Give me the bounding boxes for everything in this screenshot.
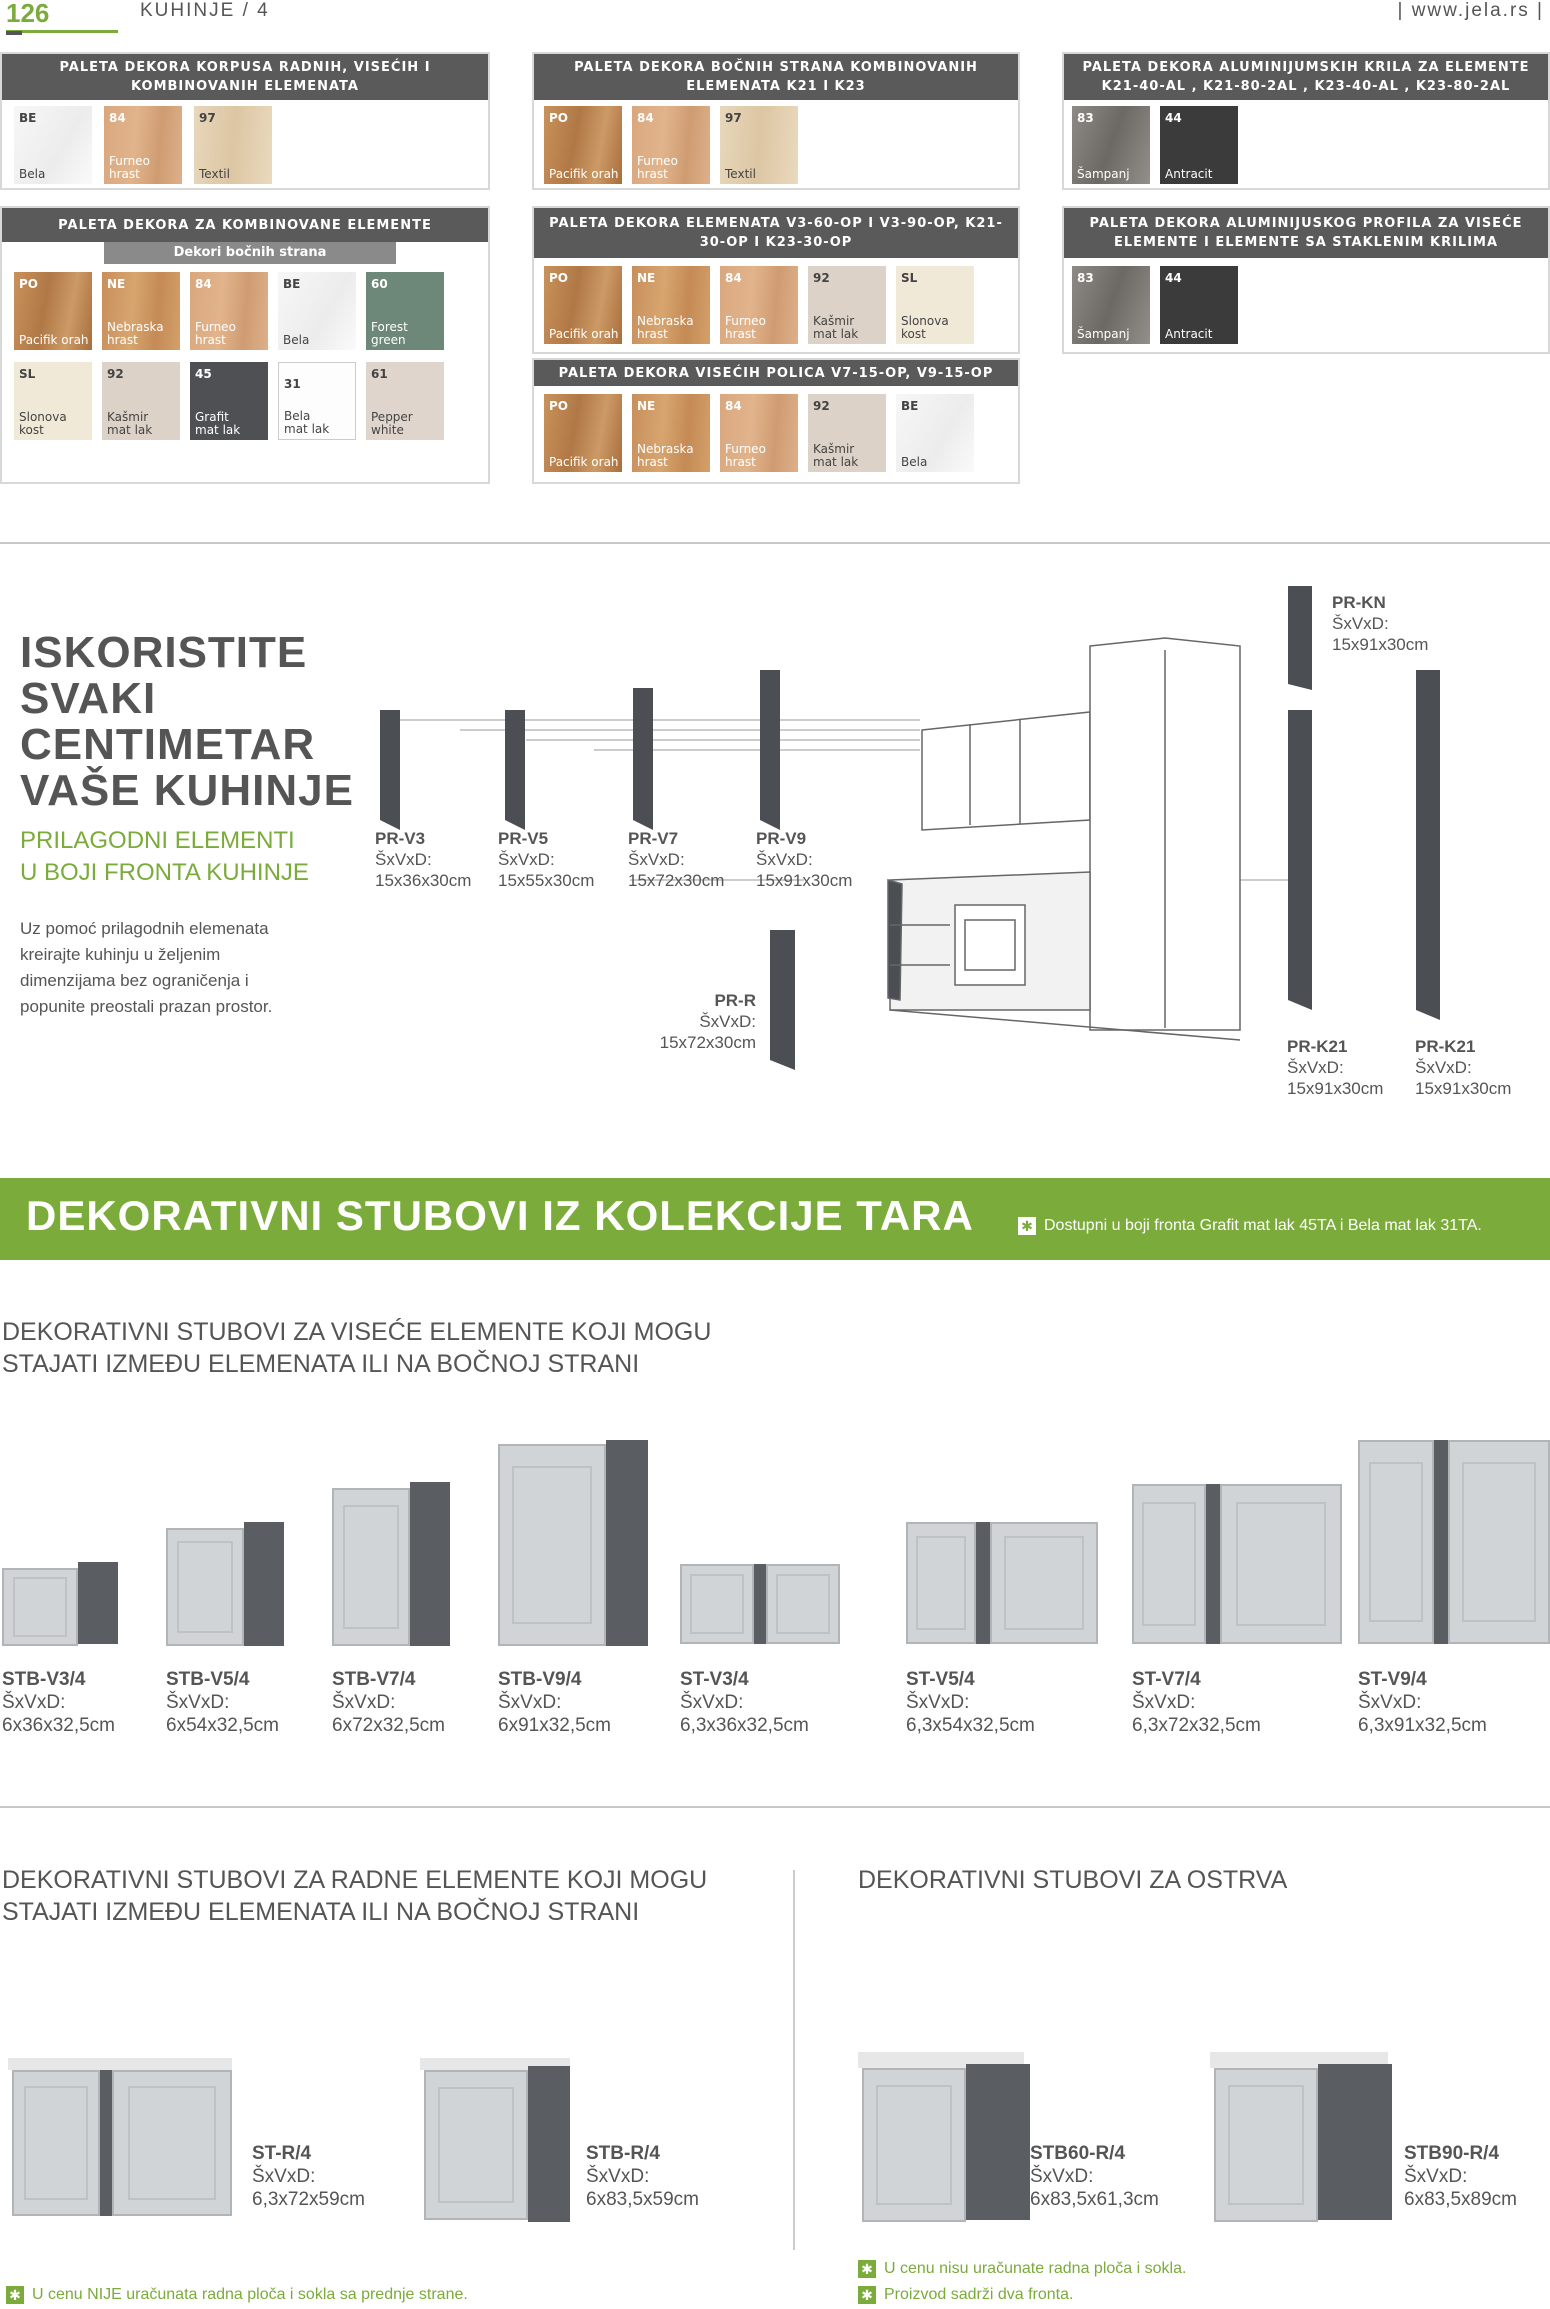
swatch[interactable]: 44 Antracit	[1160, 266, 1238, 344]
stub-image	[1434, 1440, 1448, 1644]
swatch[interactable]: NE Nebraska hrast	[632, 266, 710, 344]
header-accent-line	[6, 30, 118, 33]
section-title: ISKORISTITE SVAKI CENTIMETAR VAŠE KUHINJE	[20, 628, 354, 815]
swatch[interactable]: 92 Kašmir mat lak	[808, 394, 886, 472]
palette-subtitle: Dekori bočnih strana	[104, 242, 396, 264]
palette-title: PALETA DEKORA ALUMINIJUSKOG PROFILA ZA VISEĆE ELEMENTE I ELEMENTE SA STAKLENIM KRILIMA	[1064, 208, 1548, 258]
product-label: ST-R/4 ŠxVxD: 6,3x72x59cm	[252, 2143, 366, 2210]
stub-image	[754, 1564, 766, 1644]
header-title: KUHINJE / 4	[140, 0, 270, 21]
column-divider	[793, 1870, 795, 2250]
product-label: STB-V7/4 ŠxVxD: 6x72x32,5cm	[332, 1669, 446, 1736]
swatch[interactable]: BE Bela	[896, 394, 974, 472]
stub-image	[244, 1522, 284, 1646]
palette-title: PALETA DEKORA ZA KOMBINOVANE ELEMENTE	[2, 208, 488, 242]
product-label: STB-V3/4 ŠxVxD: 6x36x32,5cm	[2, 1669, 116, 1736]
palette-title: PALETA DEKORA VISEĆIH POLICA V7-15-OP, V9-15-OP	[534, 360, 1018, 386]
product-label: ST-V3/4 ŠxVxD: 6,3x36x32,5cm	[680, 1669, 809, 1736]
swatch[interactable]: 97 Textil	[720, 106, 798, 184]
product-label: STB-V5/4 ŠxVxD: 6x54x32,5cm	[166, 1669, 280, 1736]
palette-panel-kombinovani	[0, 206, 490, 484]
stub-image	[966, 2064, 1030, 2220]
swatch[interactable]: 84 Furneo hrast	[190, 272, 268, 350]
swatch[interactable]: 92 Kašmir mat lak	[102, 362, 180, 440]
swatch[interactable]: PO Pacifik orah	[544, 394, 622, 472]
label-pr-r: PR-R ŠxVxD: 15x72x30cm	[659, 991, 756, 1052]
palette-title: PALETA DEKORA KORPUSA RADNIH, VISEĆIH I KOMBINOVANIH ELEMENATA	[2, 54, 488, 100]
cabinet-image	[12, 2070, 232, 2216]
product-label: ST-V5/4 ŠxVxD: 6,3x54x32,5cm	[906, 1669, 1035, 1736]
swatch[interactable]: 92 Kašmir mat lak	[808, 266, 886, 344]
product-label: STB90-R/4 ŠxVxD: 6x83,5x89cm	[1404, 2143, 1518, 2210]
swatch[interactable]: 83 Šampanj	[1072, 106, 1150, 184]
label-pr-v5: PR-V5 ŠxVxD: 15x55x30cm	[498, 829, 595, 890]
swatch[interactable]: 61 Pepper white	[366, 362, 444, 440]
cabinet-image	[332, 1488, 410, 1646]
star-icon: ✱	[858, 2260, 876, 2278]
label-pr-k21: PR-K21 ŠxVxD: 15x91x30cm	[1287, 1037, 1384, 1098]
stub-image	[528, 2066, 570, 2222]
banner-note: ✱ Dostupni u boji fronta Grafit mat lak 45TA i Bela mat lak 31TA.	[1018, 1217, 1482, 1235]
swatch[interactable]: 31 Bela mat lak	[278, 362, 356, 440]
section-description: Uz pomoć prilagodnih elemenata kreirajte kuhinju u željenim dimenzijama bez ograničenja i popunite preostali prazan prostor.	[20, 919, 273, 1016]
swatch[interactable]: BE Bela	[278, 272, 356, 350]
palette-title: PALETA DEKORA ELEMENATA V3-60-OP I V3-90-OP, K21-30-OP I K23-30-OP	[534, 208, 1018, 258]
label-pr-v7: PR-V7 ŠxVxD: 15x72x30cm	[628, 829, 725, 890]
label-pr-v3: PR-V3 ŠxVxD: 15x36x30cm	[375, 829, 472, 890]
swatch[interactable]: 44 Antracit	[1160, 106, 1238, 184]
swatch[interactable]: NE Nebraska hrast	[102, 272, 180, 350]
star-icon: ✱	[6, 2286, 24, 2304]
page-number: 126	[6, 0, 50, 28]
swatch[interactable]: 83 Šampanj	[1072, 266, 1150, 344]
cabinet-image	[1358, 1440, 1550, 1644]
stub-image	[976, 1522, 990, 1644]
star-icon: ✱	[1018, 1217, 1036, 1235]
menu-icon	[6, 31, 22, 35]
product-label: STB60-R/4 ŠxVxD: 6x83,5x61,3cm	[1030, 2143, 1159, 2210]
cabinet-image	[862, 2068, 966, 2222]
stub-image	[606, 1440, 648, 1646]
section-divider	[0, 1806, 1550, 1808]
product-label: STB-R/4 ŠxVxD: 6x83,5x59cm	[586, 2143, 700, 2210]
section-heading: DEKORATIVNI STUBOVI ZA OSTRVA	[858, 1866, 1288, 1894]
section-divider	[0, 542, 1550, 544]
stub-image	[410, 1482, 450, 1646]
swatch[interactable]: 84 Furneo hrast	[632, 106, 710, 184]
footnote: ✱ U cenu nisu uračunate radna ploča i sokla.	[858, 2260, 1186, 2278]
stub-image	[1206, 1484, 1220, 1644]
countertop-image	[8, 2058, 232, 2070]
swatch[interactable]: PO Pacifik orah	[544, 106, 622, 184]
swatch[interactable]: 84 Furneo hrast	[720, 266, 798, 344]
cabinet-image	[2, 1568, 78, 1646]
swatch[interactable]: SL Slonova kost	[14, 362, 92, 440]
product-label: ST-V7/4 ŠxVxD: 6,3x72x32,5cm	[1132, 1669, 1261, 1736]
swatch[interactable]: PO Pacifik orah	[14, 272, 92, 350]
section-subtitle: PRILAGODNI ELEMENTI U BOJI FRONTA KUHINJE	[20, 827, 309, 886]
palette-title: PALETA DEKORA BOČNIH STRANA KOMBINOVANIH ELEMENATA K21 I K23	[534, 54, 1018, 100]
swatch[interactable]: 84 Furneo hrast	[104, 106, 182, 184]
palette-panel-alu-profil	[1062, 206, 1550, 354]
footnote: ✱ Proizvod sadrži dva fronta.	[858, 2286, 1073, 2304]
cabinet-image	[424, 2070, 528, 2220]
label-pr-kn: PR-KN ŠxVxD: 15x91x30cm	[1332, 593, 1429, 654]
swatch[interactable]: PO Pacifik orah	[544, 266, 622, 344]
palette-panel-bocne-strane	[532, 52, 1020, 190]
product-label: ST-V9/4 ŠxVxD: 6,3x91x32,5cm	[1358, 1669, 1487, 1736]
product-label: STB-V9/4 ŠxVxD: 6x91x32,5cm	[498, 1669, 612, 1736]
swatch[interactable]: SL Slonova kost	[896, 266, 974, 344]
label-pr-k21: PR-K21 ŠxVxD: 15x91x30cm	[1415, 1037, 1512, 1098]
cabinet-image	[498, 1444, 606, 1646]
section-heading: DEKORATIVNI STUBOVI ZA RADNE ELEMENTE KOJI MOGU STAJATI IZMEĐU ELEMENATA ILI NA BOČNOJ STRANI	[2, 1866, 708, 1926]
footnote: ✱ U cenu NIJE uračunata radna ploča i sokla sa prednje strane.	[6, 2286, 468, 2304]
cabinet-image	[906, 1522, 1098, 1644]
stub-image	[78, 1562, 118, 1644]
swatch[interactable]: 60 Forest green	[366, 272, 444, 350]
label-pr-v9: PR-V9 ŠxVxD: 15x91x30cm	[756, 829, 853, 890]
stub-image	[1318, 2064, 1392, 2220]
palette-panel-police	[532, 358, 1020, 484]
star-icon: ✱	[858, 2286, 876, 2304]
stub-image	[100, 2070, 112, 2216]
header-url[interactable]: | www.jela.rs |	[1397, 0, 1544, 21]
cabinet-image	[1132, 1484, 1342, 1644]
cabinet-image	[1214, 2068, 1318, 2222]
swatch[interactable]: 97 Textil	[194, 106, 272, 184]
palette-panel-korpus	[0, 52, 490, 190]
swatch[interactable]: NE Nebraska hrast	[632, 394, 710, 472]
palette-panel-alu-krila	[1062, 52, 1550, 190]
palette-panel-v3-op	[532, 206, 1020, 354]
swatch[interactable]: 84 Furneo hrast	[720, 394, 798, 472]
banner-title: DEKORATIVNI STUBOVI IZ KOLEKCIJE TARA	[26, 1192, 974, 1239]
swatch[interactable]: 45 Grafit mat lak	[190, 362, 268, 440]
palette-title: PALETA DEKORA ALUMINIJUMSKIH KRILA ZA ELEMENTE K21-40-AL , K21-80-2AL , K23-40-AL , K23-80-2AL	[1064, 54, 1548, 100]
swatch[interactable]: BE Bela	[14, 106, 92, 184]
section-heading: DEKORATIVNI STUBOVI ZA VISEĆE ELEMENTE KOJI MOGU STAJATI IZMEĐU ELEMENATA ILI NA BOČNOJ STRANI	[2, 1318, 712, 1378]
cabinet-image	[166, 1528, 244, 1646]
